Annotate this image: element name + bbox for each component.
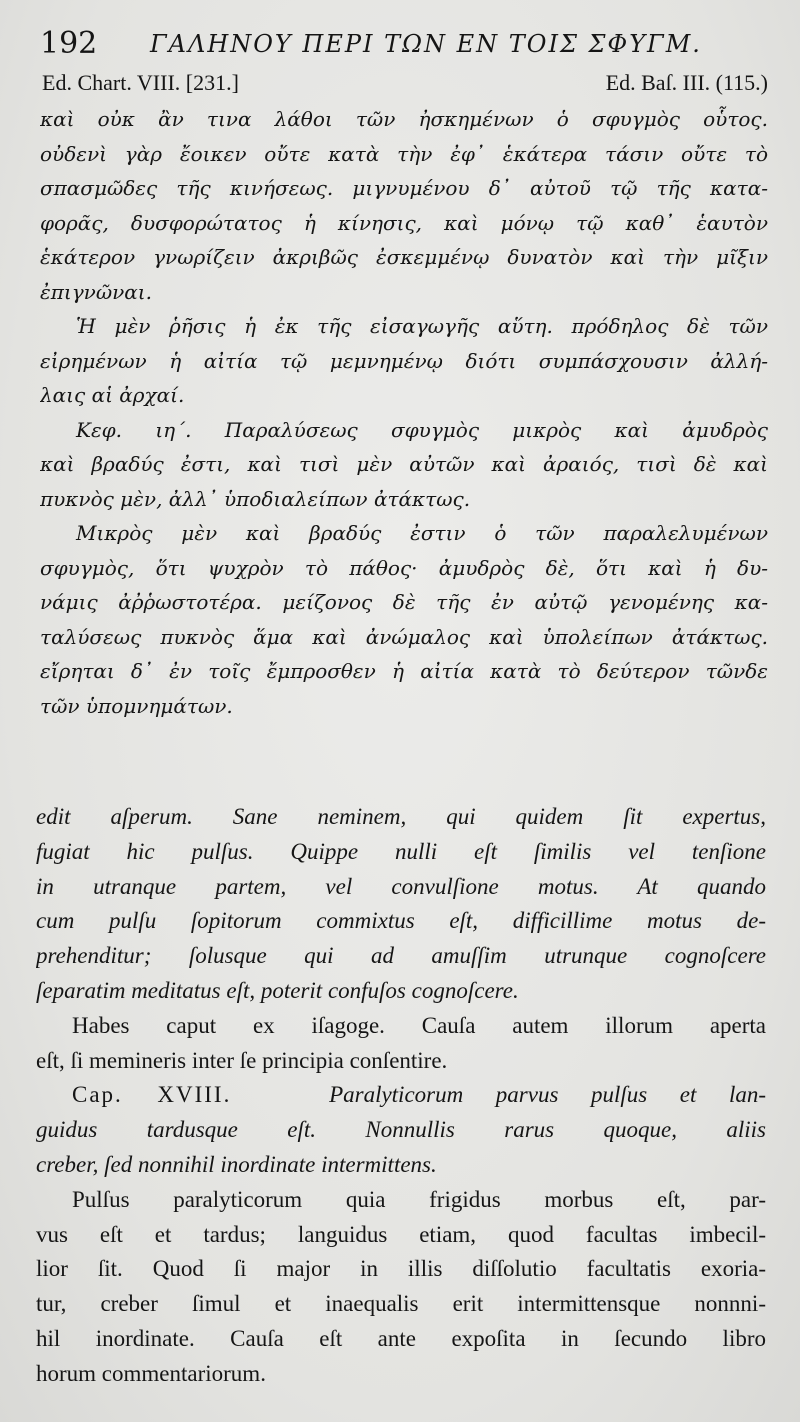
latin-line: fugiat hic pulſus. Quippe nulli eſt ſimilis vel tenſione xyxy=(36,838,766,864)
greek-line: Ἡ μὲν ῥῆσις ἡ ἐκ τῆς εἰσαγωγῆς αὕτη. πρόδηλος δὲ τῶν xyxy=(76,314,768,338)
greek-line: εἰρημένων ἡ αἰτία τῷ μεμνημένῳ διότι συμπάσχουσιν ἀλλή- xyxy=(40,348,768,373)
greek-line: ταλύσεως πυκνὸς ἅμα καὶ ἀνώμαλος καὶ ὑπολείπων ἀτάκτως. xyxy=(40,624,768,649)
latin-line: vus eſt et tardus; languidus etiam, quod facultas imbecil- xyxy=(36,1221,766,1247)
page-header xyxy=(40,26,780,66)
latin-line: guidus tardusque eſt. Nonnullis rarus quoque, aliis xyxy=(36,1117,766,1143)
latin-line: Pulſus paralyticorum quia frigidus morbus eſt, par- xyxy=(72,1186,766,1212)
greek-line: καὶ οὐκ ἂν τινα λάθοι τῶν ἠσκημένων ὁ σφυγμὸς οὗτος. xyxy=(40,107,768,131)
greek-line: σπασμῶδες τῆς κινήσεως. μιγνυμένου δ᾽ αὐτοῦ τῷ τῆς κατα- xyxy=(40,176,768,200)
latin-line: tur, creber ſimul et inaequalis erit intermittensque nonnni- xyxy=(36,1291,766,1317)
latin-line: Habes caput ex iſagoge. Cauſa autem illorum aperta xyxy=(72,1012,766,1038)
greek-line: πυκνὸς μὲν, ἀλλ᾽ ὑποδιαλείπων ἀτάκτως. xyxy=(40,486,471,511)
greek-line: ἑκάτερον γνωρίζειν ἀκριβῶς ἐσκεμμένῳ δυνατὸν καὶ τὴν μῖξιν xyxy=(40,245,768,269)
edition-references xyxy=(42,70,768,98)
greek-line: καὶ βραδύς ἐστι, καὶ τισὶ μὲν αὐτῶν καὶ ἀραιός, τισὶ δὲ καὶ xyxy=(40,452,768,476)
edition-reference-basel: Ed. Baſ. III. (115.) xyxy=(605,70,768,95)
greek-text-block xyxy=(40,102,768,723)
greek-line: λαις αἱ ἀρχαί. xyxy=(40,383,185,407)
page-number: 192 xyxy=(40,26,98,61)
latin-line: cum pulſu ſopitorum commixtus eſt, difficillime motus de- xyxy=(36,908,766,934)
latin-line: prehenditur; ſolusque qui ad amuſſim utrunque cognoſcere xyxy=(36,943,766,969)
greek-line: ἐπιγνῶναι. xyxy=(40,279,153,304)
greek-line: τῶν ὑπομνημάτων. xyxy=(40,693,233,718)
greek-line: νάμις ἀῤῥωστοτέρα. μείζονος δὲ τῆς ἐν αὐτῷ γενομένης κα- xyxy=(40,590,768,614)
latin-line: lior ſit. Quod ſi major in illis diſſolutio facultatis exoria- xyxy=(36,1256,766,1282)
greek-line: Μικρὸς μὲν καὶ βραδύς ἐστιν ὁ τῶν παραλελυμένων xyxy=(76,521,768,545)
latin-line: eſt, ſi memineris inter ſe principia conſentire. xyxy=(36,1047,448,1073)
latin-text-block xyxy=(36,800,766,1392)
latin-chapter-heading: Cap. XVIII. xyxy=(72,1082,232,1108)
latin-chapter-line xyxy=(36,1078,766,1113)
latin-line: in utranque partem, vel convulſione motus. At quando xyxy=(36,873,766,899)
latin-line: hil inordinate. Cauſa eſt ante expoſita in ſecundo libro xyxy=(36,1325,766,1351)
latin-line: edit aſperum. Sane neminem, qui quidem ſit expertus, xyxy=(36,804,766,829)
latin-line: horum commentariorum. xyxy=(36,1360,266,1386)
edition-reference-chartier: Ed. Chart. VIII. [231.] xyxy=(42,70,239,95)
latin-line: ſeparatim meditatus eſt, poterit confuſos cognoſcere. xyxy=(36,977,519,1003)
latin-chapter-summary: Paralyticorum parvus pulſus et lan- xyxy=(329,1082,766,1108)
running-title: ΓΑΛΗΝΟΥ ΠΕΡΙ ΤΩΝ ΕΝ ΤΟΙΣ ΣΦΥΓΜ. xyxy=(150,30,702,58)
latin-line: creber, ſed nonnihil inordinate intermittens. xyxy=(36,1151,437,1177)
greek-line: σφυγμὸς, ὅτι ψυχρὸν τὸ πάθος· ἀμυδρὸς δὲ, ὅτι καὶ ἡ δυ- xyxy=(40,555,768,580)
greek-line: εἴρηται δ᾽ ἐν τοῖς ἔμπροσθεν ἡ αἰτία κατὰ τὸ δεύτερον τῶνδε xyxy=(40,659,768,683)
greek-line: φορᾶς, δυσφορώτατος ἡ κίνησις, καὶ μόνῳ τῷ καθ᾽ ἑαυτὸν xyxy=(40,210,768,235)
greek-line: οὐδενὶ γὰρ ἔοικεν οὔτε κατὰ τὴν ἐφ᾽ ἑκάτερα τάσιν οὔτε τὸ xyxy=(40,141,768,166)
greek-chapter-heading: Κεφ. ιη΄. Παραλύσεως σφυγμὸς μικρὸς καὶ ἀμυδρὸς xyxy=(76,417,768,442)
